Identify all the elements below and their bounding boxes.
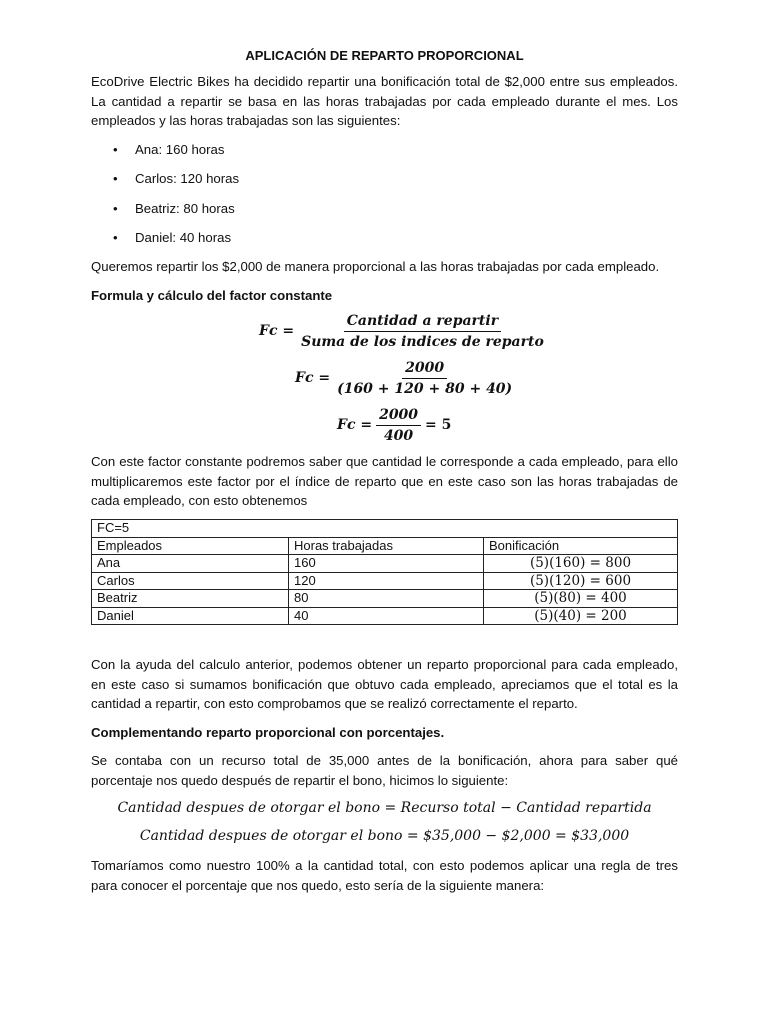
- fraction-numerator: Cantidad a repartir: [344, 312, 501, 332]
- formula-lhs: Fc =: [259, 322, 295, 339]
- employee-name-cell: Ana: [92, 555, 289, 573]
- table-row: [92, 572, 678, 590]
- bullet-icon: •: [113, 142, 118, 157]
- bonus-cell: (5)(80) = 400: [484, 590, 678, 608]
- formula-fc-values: [295, 359, 519, 398]
- equation-general: Cantidad despues de otorgar el bono = Recurso total − Cantidad repartida: [117, 800, 652, 816]
- employee-name-cell: Daniel: [92, 607, 289, 625]
- bonus-cell: (5)(40) = 200: [484, 607, 678, 625]
- list-item: • Carlos: 120 horas: [91, 169, 678, 198]
- resource-paragraph: Se contaba con un recurso total de 35,000 antes de la bonificación, ahora para saber qué porcentaje nos quedo después de repartir el bono, hicimos lo siguiente:: [91, 753, 678, 788]
- formula-lhs: Fc =: [337, 416, 373, 433]
- fraction: [376, 406, 421, 445]
- table-row: [92, 555, 678, 573]
- formula-fc-result: [337, 406, 451, 445]
- fraction-denominator: 400: [383, 428, 414, 444]
- bullet-icon: •: [113, 229, 118, 245]
- hours-cell: 120: [289, 572, 484, 590]
- fraction-numerator: 2000: [402, 359, 447, 379]
- formula-fc-general: [259, 312, 551, 351]
- goal-paragraph: Queremos repartir los $2,000 de manera proporcional a las horas trabajadas por cada empleado.: [91, 259, 660, 274]
- fraction: [298, 312, 547, 351]
- fraction-denominator: (160 + 120 + 80 + 40): [337, 381, 513, 397]
- list-item: • Ana: 160 horas: [91, 140, 678, 169]
- document-title: APLICACIÓN DE REPARTO PROPORCIONAL: [245, 48, 524, 63]
- column-header-bonus: Bonificación: [484, 537, 678, 555]
- hours-cell: 40: [289, 607, 484, 625]
- after-table-paragraph: Con la ayuda del calculo anterior, podemos obtener un reparto proporcional para cada empleado, en este caso si sumamos bonificación que obtuvo cada empleado, apreciamos que el total es la cantidad a repartir, con esto comprobamos que se realizó correctamente el reparto.: [91, 657, 678, 711]
- table-row: [92, 607, 678, 625]
- table-header-row: [92, 520, 678, 538]
- bonus-cell: (5)(160) = 800: [484, 555, 678, 573]
- bonus-cell: (5)(120) = 600: [484, 572, 678, 590]
- hours-cell: 80: [289, 590, 484, 608]
- fraction-numerator: 2000: [376, 406, 421, 426]
- formula-result: = 5: [425, 416, 452, 433]
- table-row: [92, 590, 678, 608]
- column-header-employees: Empleados: [92, 537, 289, 555]
- list-item: • Daniel: 40 horas: [91, 228, 678, 257]
- list-item: • Beatriz: 80 horas: [91, 199, 678, 228]
- employees-list: [91, 140, 678, 257]
- percent-heading: Complementando reparto proporcional con porcentajes.: [91, 725, 445, 740]
- bullet-icon: •: [113, 171, 118, 187]
- table-header-row: [92, 537, 678, 555]
- hours-cell: 160: [289, 555, 484, 573]
- employee-name-cell: Beatriz: [92, 590, 289, 608]
- fc-cell: FC=5: [92, 520, 678, 538]
- bullet-icon: •: [113, 200, 118, 216]
- bonus-table: [91, 519, 678, 625]
- formula-heading: Formula y cálculo del factor constante: [91, 288, 333, 303]
- formula-lhs: Fc =: [295, 369, 331, 386]
- closing-paragraph: Tomaríamos como nuestro 100% a la cantidad total, con esto podemos aplicar una regla de tres para conocer el porcentaje que nos quedo, esto sería de la siguiente manera:: [91, 858, 678, 893]
- fraction-denominator: Suma de los indices de reparto: [301, 334, 544, 350]
- employee-name-cell: Carlos: [92, 572, 289, 590]
- intro-paragraph: EcoDrive Electric Bikes ha decidido repartir una bonificación total de $2,000 entre sus empleados. La cantidad a repartir se basa en las horas trabajadas por cada empleado durante el mes. Los empleados y las horas trabajadas son las siguientes:: [91, 74, 678, 128]
- equation-values: Cantidad despues de otorgar el bono = $35,000 − $2,000 = $33,000: [139, 828, 630, 844]
- factor-explanation-paragraph: Con este factor constante podremos saber que cantidad le corresponde a cada empleado, para ello multiplicaremos este factor por el índice de reparto que en este caso son las horas trabajadas de cada empleado, con esto obtenemos: [91, 454, 678, 508]
- column-header-hours: Horas trabajadas: [289, 537, 484, 555]
- fraction: [334, 359, 515, 398]
